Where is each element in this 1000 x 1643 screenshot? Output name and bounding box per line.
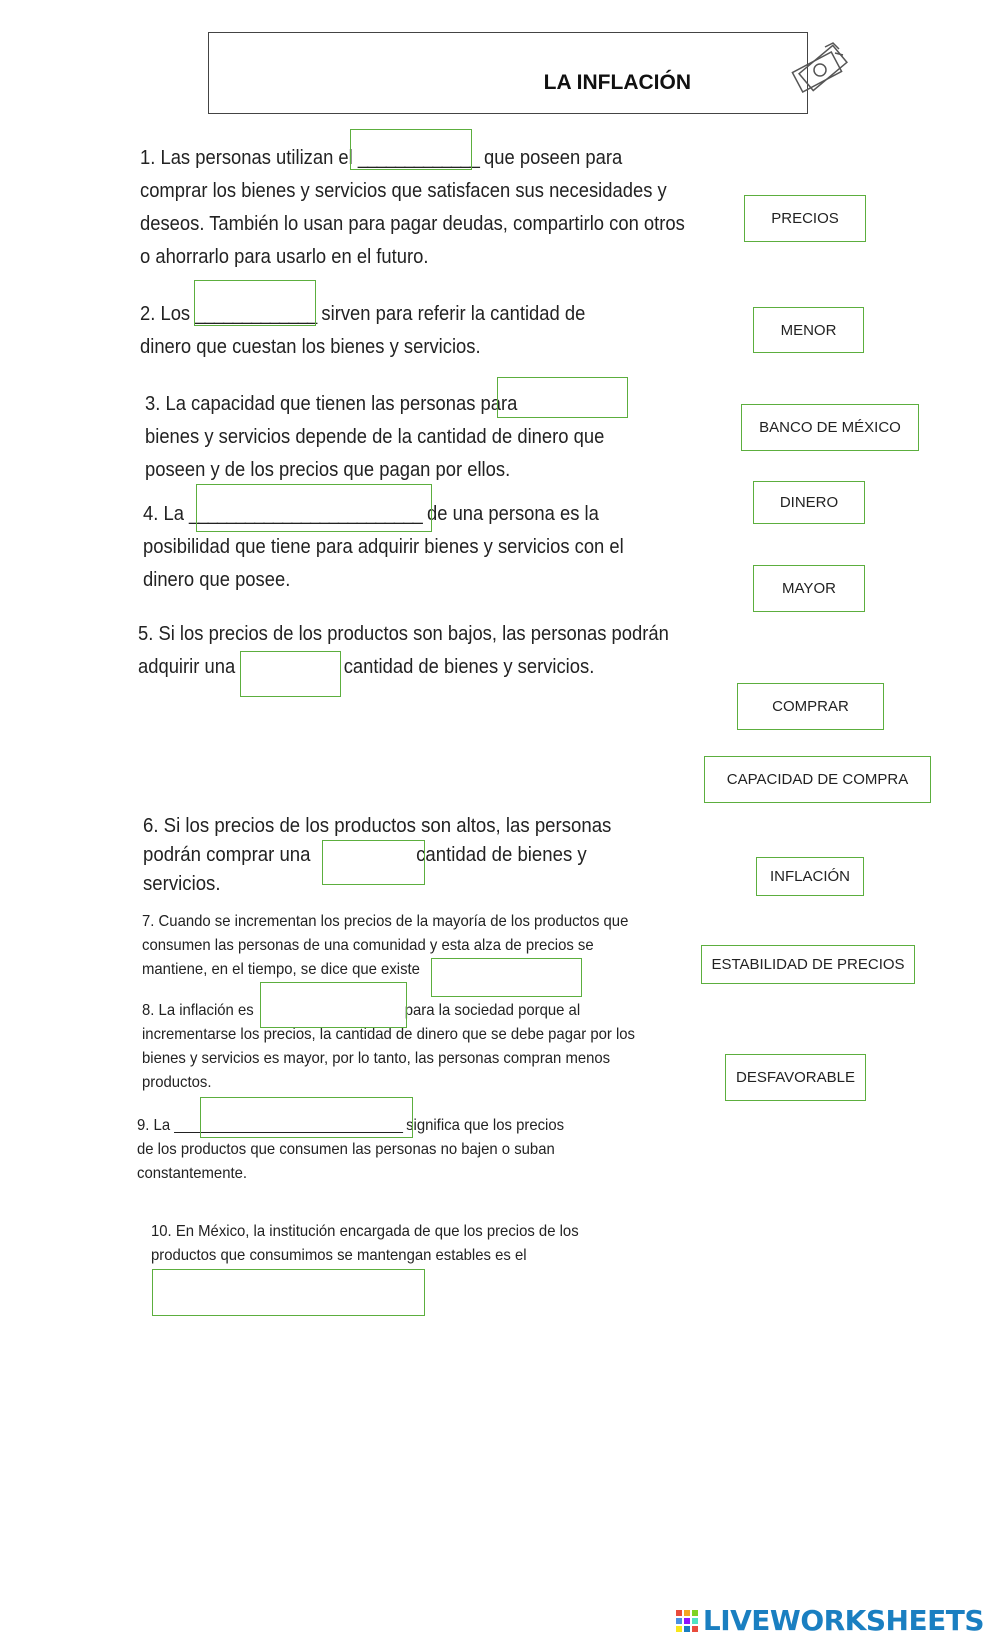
answer-blank-4[interactable]	[196, 484, 432, 532]
answer-blank-8[interactable]	[260, 982, 407, 1028]
q8-text-a: 8. La inflación es	[142, 1002, 254, 1019]
q9-text-a: 9. La	[137, 1117, 175, 1134]
q1-line-4: o ahorrarlo para usarlo en el futuro.	[140, 246, 429, 268]
q10-line-2: productos que consumimos se mantengan estables es el	[151, 1247, 527, 1264]
title-box	[208, 32, 808, 114]
q8-line-2: incrementarse los precios, la cantidad de dinero que se debe pagar por los	[142, 1026, 636, 1043]
liveworksheets-logo-icon	[675, 1609, 699, 1633]
q9-line-2: de los productos que consumen las personas no bajen o suban	[137, 1141, 555, 1158]
q1-text-a: 1. Las personas utilizan el	[140, 147, 358, 169]
question-9: 9. La _______________________________ significa que los precios de los productos que consumen las personas no bajen o suban constantemente.	[137, 1114, 564, 1186]
footer-brand-text: LIVEWORKSHEETS	[702, 1604, 984, 1637]
footer-branding	[675, 1604, 984, 1637]
word-chip-banco-de-mexico[interactable]: BANCO DE MÉXICO	[741, 404, 919, 451]
q7-line-2: consumen las personas de una comunidad y esta alza de precios se	[142, 937, 594, 954]
q8-line-3: bienes y servicios es mayor, por lo tanto, las personas compran menos	[142, 1050, 611, 1067]
q9-line-3: constantemente.	[137, 1165, 248, 1182]
q4-text-a: 4. La	[143, 503, 190, 525]
q1-line-3: deseos. También lo usan para pagar deudas, compartirlo con otros	[140, 213, 685, 235]
q2-text-a: 2. Los	[140, 303, 196, 325]
q2-line-2: dinero que cuestan los bienes y servicios.	[140, 336, 481, 358]
q1-text-b: que poseen para	[478, 147, 623, 169]
q2-text-b: sirven para referir la cantidad de	[316, 303, 586, 325]
q6-line-3: servicios.	[143, 873, 221, 895]
q5-line-1: 5. Si los precios de los productos son bajos, las personas podrán	[138, 623, 669, 645]
q6-text-b: cantidad de bienes y	[410, 844, 587, 866]
question-1: 1. Las personas utilizan el _____________ que poseen para comprar los bienes y servicios que satisfacen sus necesidades y deseos. También lo usan para pagar deudas, compartirlo con otros o ahorrarlo para usarlo en el futuro.	[140, 142, 685, 274]
q3-line-2: bienes y servicios depende de la cantidad de dinero que	[145, 426, 605, 448]
q4-line-2: posibilidad que tiene para adquirir bienes y servicios con el	[143, 536, 624, 558]
word-chip-desfavorable[interactable]: DESFAVORABLE	[725, 1054, 866, 1101]
word-chip-precios[interactable]: PRECIOS	[744, 195, 866, 242]
q6-line-1: 6. Si los precios de los productos son altos, las personas	[143, 815, 612, 837]
word-chip-capacidad-de-compra[interactable]: CAPACIDAD DE COMPRA	[704, 756, 931, 803]
answer-blank-9[interactable]	[200, 1097, 413, 1138]
answer-blank-2[interactable]	[194, 280, 316, 326]
word-chip-mayor[interactable]: MAYOR	[753, 565, 865, 612]
word-chip-estabilidad-de-precios[interactable]: ESTABILIDAD DE PRECIOS	[701, 945, 915, 984]
word-chip-comprar[interactable]: COMPRAR	[737, 683, 884, 730]
q10-line-1: 10. En México, la institución encargada de que los precios de los	[151, 1223, 579, 1240]
word-chip-dinero[interactable]: DINERO	[753, 481, 865, 524]
question-5	[138, 618, 669, 684]
question-4: 4. La _________________________ de una persona es la posibilidad que tiene para adquirir bienes y servicios con el dinero que posee.	[143, 498, 624, 597]
page-title: LA INFLACIÓN	[543, 71, 691, 94]
q1-line-2: comprar los bienes y servicios que satisfacen sus necesidades y	[140, 180, 667, 202]
answer-blank-1[interactable]	[350, 129, 472, 170]
answer-blank-7[interactable]	[431, 958, 582, 997]
q8-line-4: productos.	[142, 1074, 212, 1091]
word-chip-inflacion[interactable]: INFLACIÓN	[756, 857, 864, 896]
q4-text-b: de una persona es la	[421, 503, 599, 525]
q5-text-a: adquirir una	[138, 656, 236, 678]
answer-blank-5[interactable]	[240, 651, 341, 697]
answer-blank-6[interactable]	[322, 840, 425, 885]
q5-text-b: cantidad de bienes y servicios.	[343, 656, 595, 678]
q3-line-3: poseen y de los precios que pagan por ellos.	[145, 459, 511, 481]
answer-blank-3[interactable]	[497, 377, 628, 418]
q8-text-b: para la sociedad porque al	[400, 1002, 581, 1019]
money-icon	[789, 37, 853, 99]
q4-line-3: dinero que posee.	[143, 569, 291, 591]
q7-line-3: mantiene, en el tiempo, se dice que existe	[142, 961, 420, 978]
word-chip-menor[interactable]: MENOR	[753, 307, 864, 353]
q9-text-b: significa que los precios	[401, 1117, 565, 1134]
answer-blank-10[interactable]	[152, 1269, 425, 1316]
q6-text-a: podrán comprar una	[143, 844, 311, 866]
question-2: 2. Los _____________ sirven para referir la cantidad de dinero que cuestan los bienes y servicios.	[140, 298, 585, 364]
q3-line-1: 3. La capacidad que tienen las personas para	[145, 393, 518, 415]
question-10	[151, 1220, 579, 1268]
q7-line-1: 7. Cuando se incrementan los precios de la mayoría de los productos que	[142, 913, 629, 930]
